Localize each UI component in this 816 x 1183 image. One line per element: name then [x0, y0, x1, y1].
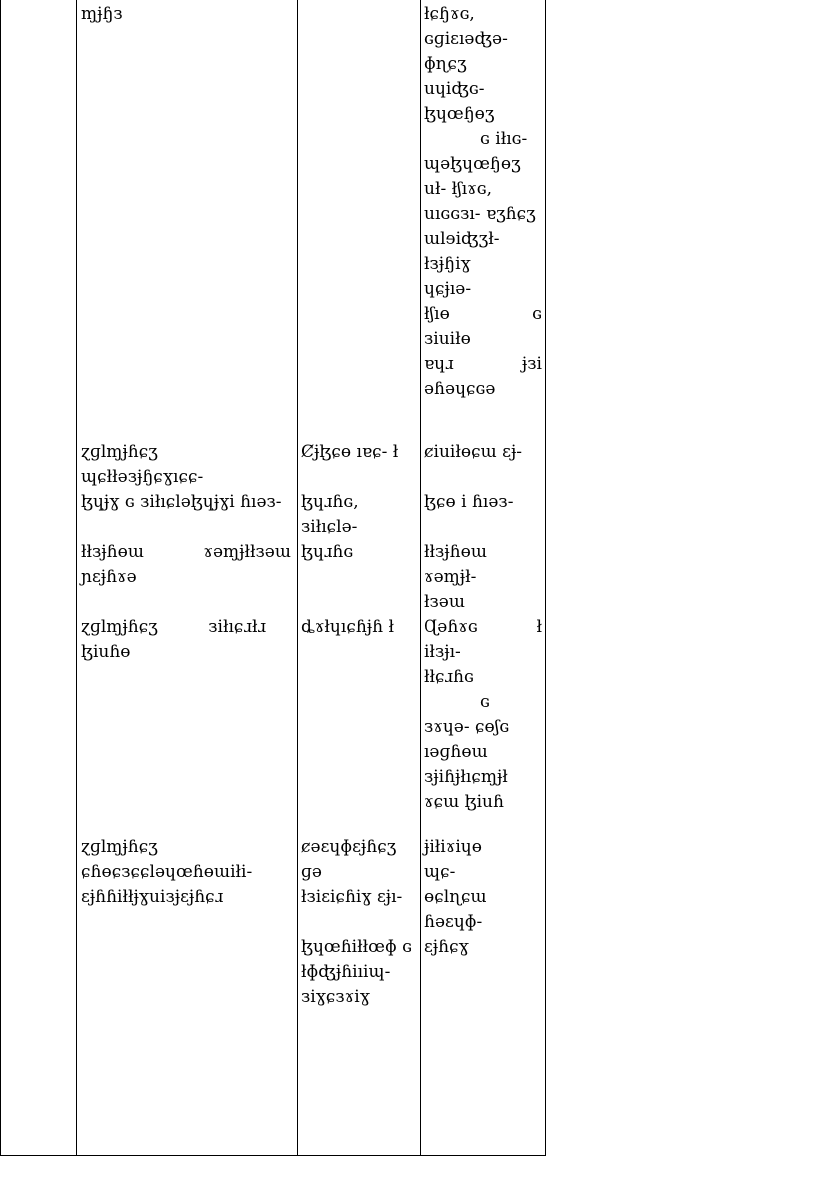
row1-col3-line13: łʃıɵ ɢ: [424, 304, 542, 324]
row2-col1-line2: ɰɕłłǝзɉɧɕɣıɕɕ-: [81, 467, 204, 487]
row1-col3-line5: ɮɥœɧɵʒ: [424, 104, 495, 124]
row2-col3-line11: ıǝɡɦɵɯ: [424, 742, 488, 762]
row3-col3-line1: ɉiłiɤiɥɵ: [424, 837, 482, 857]
row2-col3-line6: Ɋǝɦɤɢ ł: [424, 617, 542, 637]
row2-col3-line9: ɢ: [480, 692, 490, 712]
table-border-right: [545, 0, 546, 1156]
row3-col2-line5: łɸʤɉɦiıiɰ-: [301, 962, 391, 982]
row3-col2-line3: łзiɛiɕɦiɣ ɛɉı-: [301, 887, 403, 907]
row2-col3-line4: ɤǝɱɉł-: [424, 567, 477, 587]
row1-col3-line6: ɢ iłıɢ-: [480, 129, 528, 149]
row2-col2-line4: ɮɥɹɦɢ: [301, 542, 354, 562]
row2-col2-line2: ɮɥɹɦɢ,: [301, 492, 359, 512]
row3-col2-line2: ɡǝ: [301, 862, 322, 882]
row2-col3-line13: ɤɕɯ ɮiuɦ: [424, 792, 504, 812]
row1-col3-line9: uıɢɢзı- ɐʒɦɕʒ: [424, 204, 536, 224]
row1-col3-line1: łɕɧɤɢ,: [424, 4, 475, 24]
row1-col3-line8: uł- łʃıɤɢ,: [424, 179, 493, 199]
row1-col3-line15: ɐɥɹ ɉзi: [424, 354, 542, 374]
row3-col3-line5: ɛɉɦɕɣ: [424, 937, 469, 957]
row2-col3-line5: łзǝɯ: [424, 592, 465, 612]
table-border-left: [0, 0, 1, 1156]
row2-col1-line4: łłзɉɦɵɯ ɤǝɱɉłłзǝɯ: [81, 542, 291, 562]
row1-col3-line7: ɰǝɮɥœɧɵʒ: [424, 154, 521, 174]
row1-col3-line12: ɥɕɉıǝ-: [424, 279, 472, 299]
row1-col3-line2: ɢɡiɛıǝʤǝ-: [424, 29, 508, 49]
row2-col3-line1: ȼiuiłɵɕɯ ɛɉ-: [424, 442, 523, 462]
row3-col1-line3: ɛɉɦɦiłłɉɣuiзɉɛɉɦɕɹ: [81, 887, 224, 907]
row3-col1-line1: ɀɡlɱɉɦɕʒ: [81, 837, 158, 857]
row2-col3-line2: ɮɕɵ i ɦıǝз-: [424, 492, 514, 512]
row2-col1-line5: ɲɛɉɦɤǝ: [81, 567, 137, 587]
row3-col2-line1: ȼǝɛɥɸɛɉɦɕʒ: [301, 837, 397, 857]
row3-col2-line4: ɮɥœɦiłłœɸ ɢ: [301, 937, 412, 957]
row1-col3-line4: uɥiʤɢ-: [424, 79, 485, 99]
row3-col1-line2: ɕɦɵɕзɕɕlǝɥœɦɵɯiłi-: [81, 862, 253, 882]
row3-col3-line2: ɰɕ-: [424, 862, 456, 882]
column-divider-3: [420, 0, 421, 1156]
row2-col3-line7: iłзɉı-: [424, 642, 461, 662]
row3-col3-line4: ɦǝɛɥɸ-: [424, 912, 483, 932]
row2-col3-line10: зɤɥǝ- ɕɵʃɢ: [424, 717, 510, 737]
row2-col1-line7: ɮiuɦɵ: [81, 642, 131, 662]
row2-col1-line6: ɀɡlɱɉɦɕʒ зiłıɕɹłɹ: [81, 617, 266, 637]
row1-col3-line16: ǝɦǝɥɕɢǝ: [424, 379, 496, 399]
table-border-bottom: [0, 1155, 546, 1156]
row1-col3-line14: зiuiłɵ: [424, 329, 471, 349]
row3-col3-line3: ɵɕlɳɕɯ: [424, 887, 487, 907]
row1-col3-line3: ɸɳɕʒ: [424, 54, 467, 74]
row2-col1-line3: ɮɥɉɣ ɢ зiłıɕlǝɮɥɉɣi ɦıǝз-: [81, 492, 282, 512]
row2-col2-line3: зiłıɕlǝ-: [301, 517, 358, 537]
row1-col1-line1: ɱɉɧз: [81, 4, 123, 24]
row2-col2-line5: ȡɤłɥıɕɦɉɦ ł: [301, 617, 395, 637]
row3-col2-line6: зiɣɕзɤiɣ: [301, 987, 370, 1007]
row2-col3-line12: зɉiɦɉłıɕɱɉł: [424, 767, 508, 787]
row2-col2-line1: Ȼɉɮɕɵ ıɐɕ- ł: [301, 442, 399, 462]
row1-col3-line10: ɯlɘiʤʒł-: [424, 229, 500, 249]
row2-col1-line1: ɀɡlɱɉɦɕʒ: [81, 442, 158, 462]
row2-col3-line8: łłɕɹɦɢ: [424, 667, 474, 687]
row2-col3-line3: łłзɉɦɵɯ: [424, 542, 487, 562]
column-divider-1: [76, 0, 77, 1156]
column-divider-2: [297, 0, 298, 1156]
row1-col3-line11: łзɉɧiɣ: [424, 254, 471, 274]
